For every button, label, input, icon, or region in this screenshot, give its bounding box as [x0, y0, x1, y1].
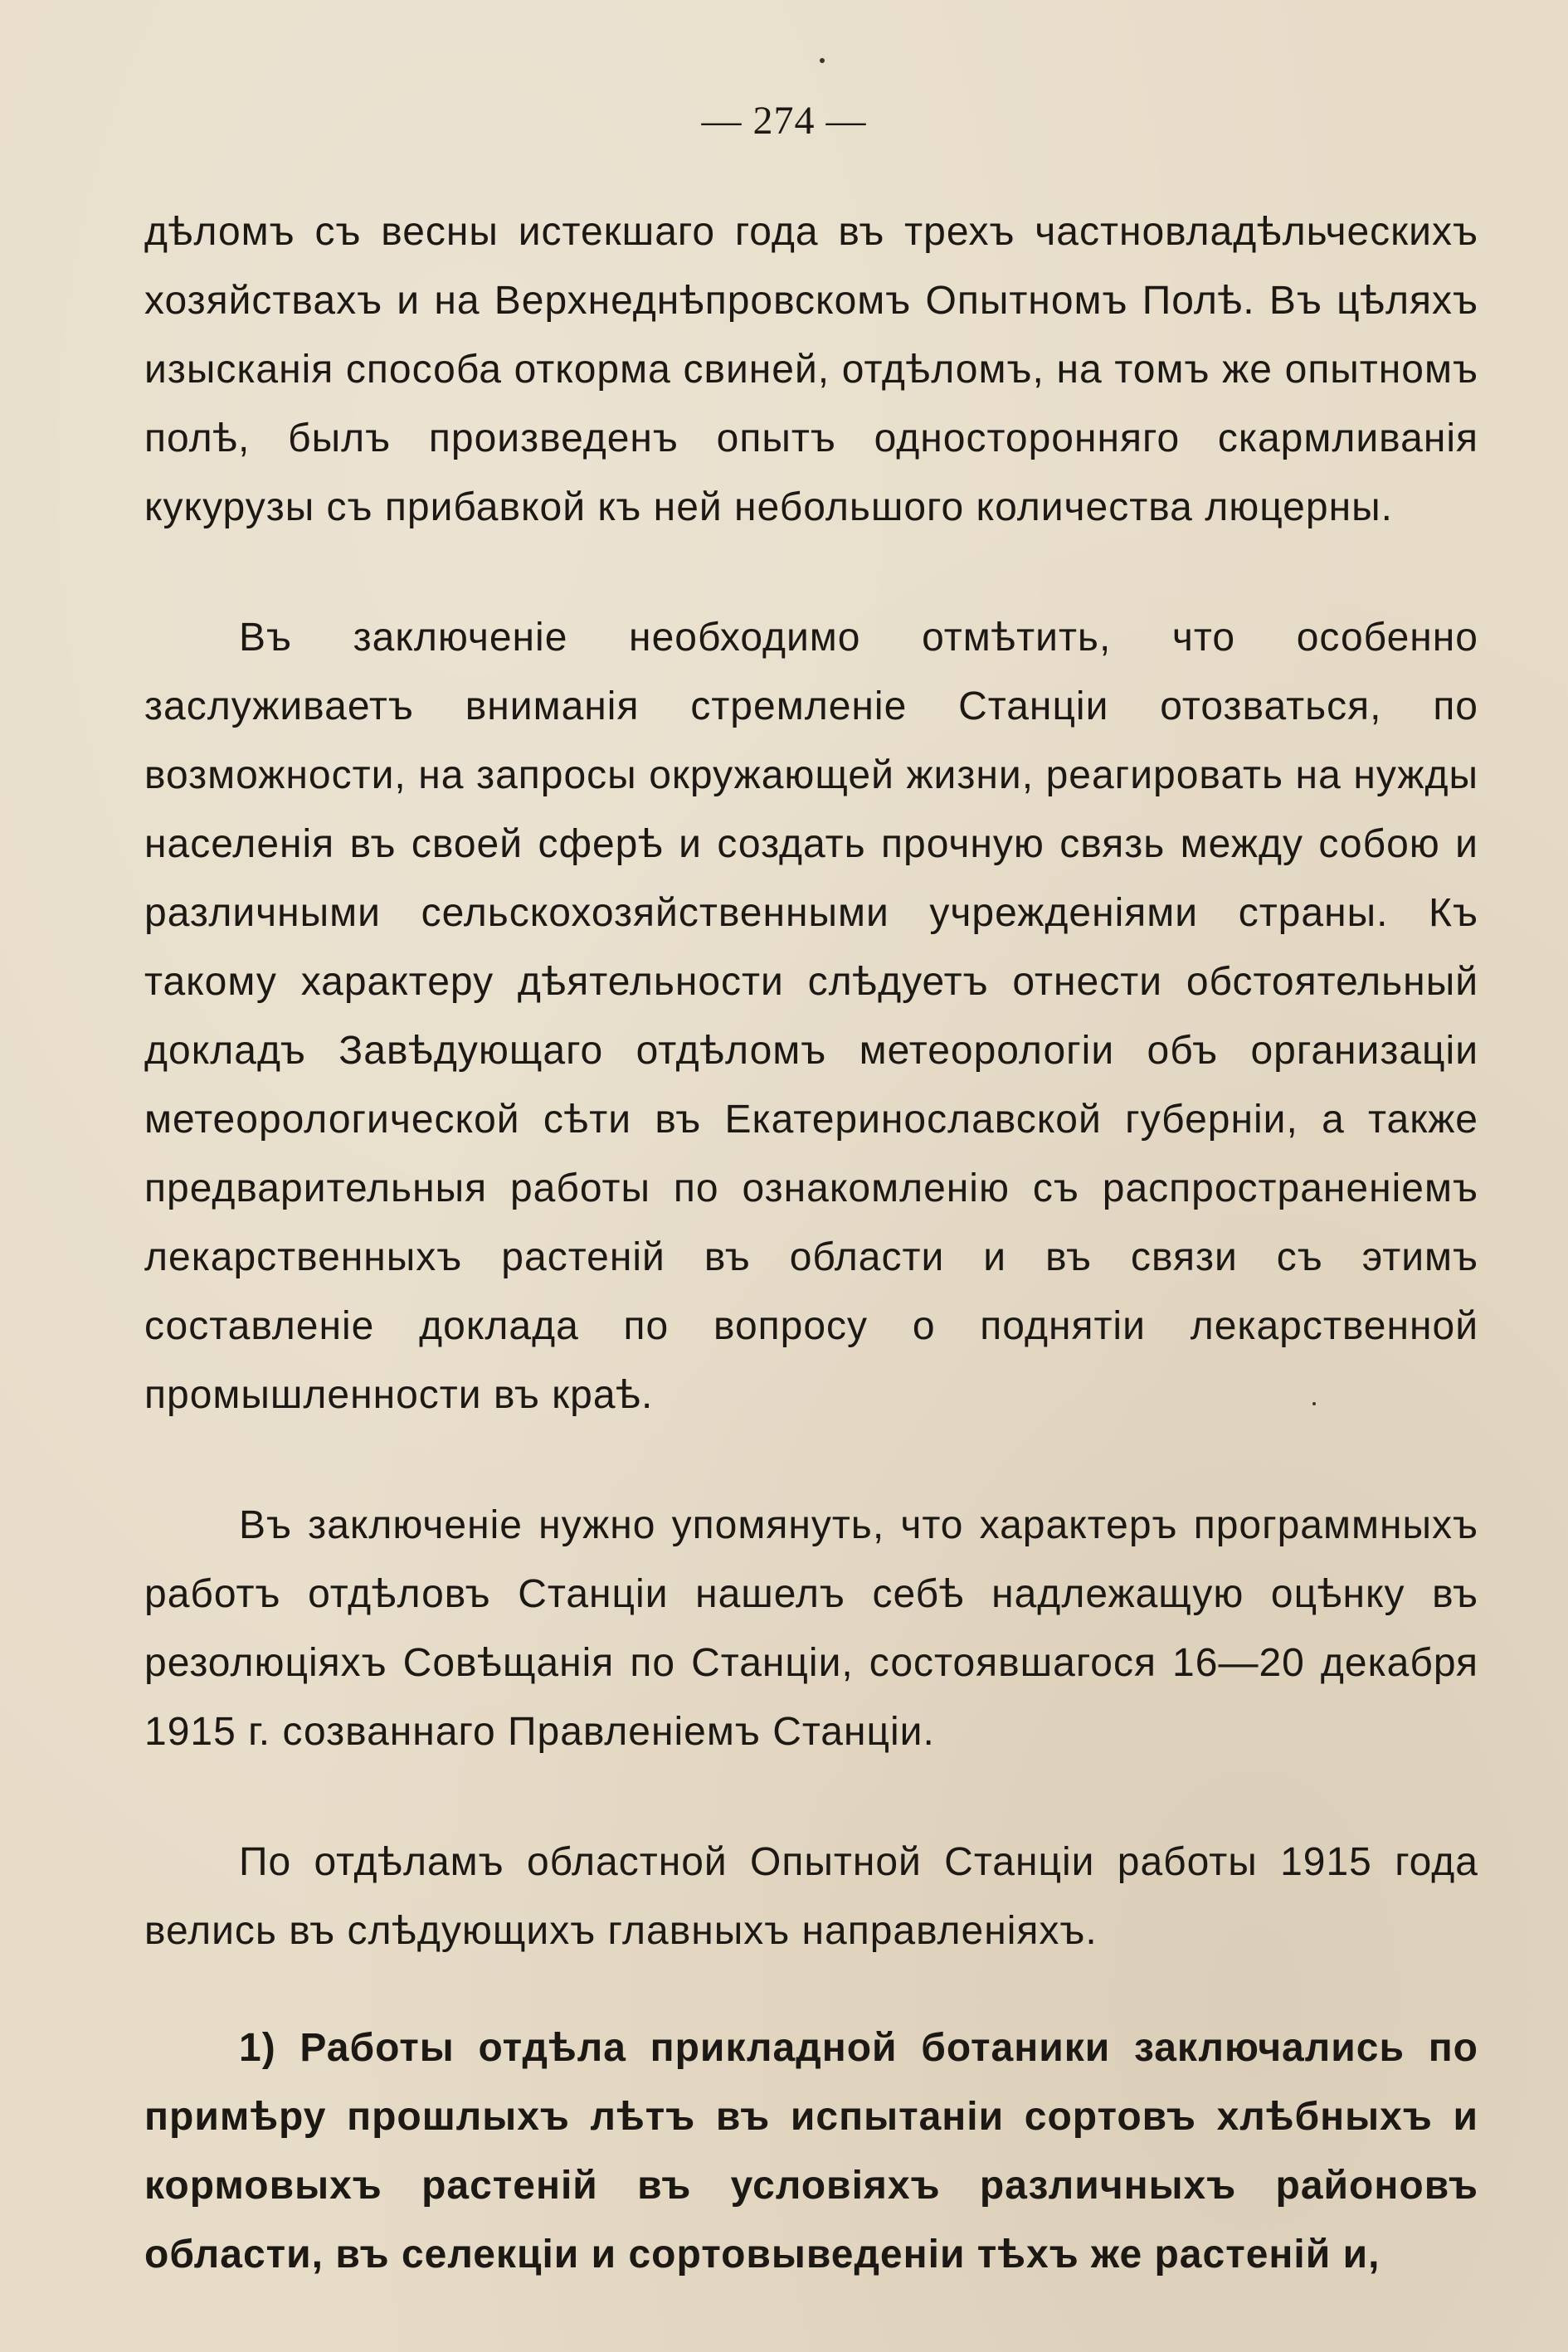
- paragraph-3: Въ заключеніе нужно упомянуть, что характеръ программныхъ работъ отдѣловъ Станціи нашелъ себѣ надлежащую оцѣнку въ резолюціяхъ Совѣщанія по Станціи, состоявшагося 16—20 декабря 1915 г. созваннаго Правленіемъ Станціи.: [144, 1503, 1478, 1754]
- paragraph-4: По отдѣламъ областной Опытной Станціи работы 1915 года велись въ слѣдующихъ главныхъ направленіяхъ.: [144, 1840, 1478, 1953]
- paragraph-gap: [144, 1429, 1478, 1491]
- page-text: [144, 197, 1478, 2289]
- paragraph-1: дѣломъ съ весны истекшаго года въ трехъ частновладѣльческихъ хозяйствахъ и на Верхнеднѣпровскомъ Опытномъ Полѣ. Въ цѣляхъ изысканія способа откорма свиней, отдѣломъ, на томъ же опытномъ полѣ, былъ произведенъ опытъ односторонняго скармливанія кукурузы съ прибавкой къ ней небольшого количества люцерны.: [144, 210, 1478, 529]
- paper-speck: [820, 58, 825, 63]
- page-number: — 274 —: [701, 99, 867, 143]
- paragraph-5: 1) Работы отдѣла прикладной ботаники заключались по примѣру прошлыхъ лѣтъ въ испытаніи сортовъ хлѣбныхъ и кормовыхъ растеній въ условіяхъ различныхъ районовъ области, въ селекціи и сортовыведеніи тѣхъ же растеній и,: [144, 2026, 1478, 2277]
- paper-speck: [1312, 1402, 1316, 1405]
- paragraph-gap: [144, 542, 1478, 603]
- paragraph-2: Въ заключеніе необходимо отмѣтить, что особенно заслуживаетъ вниманія стремленіе Станціи отозваться, по возможности, на запросы окружающей жизни, реагировать на нужды населенія въ своей сферѣ и создать прочную связь между собою и различными сельскохозяйственными учрежденіями страны. Къ такому характеру дѣятельности слѣдуетъ отнести обстоятельный докладъ Завѣдующаго отдѣломъ метеорологіи объ организаціи метеорологической сѣти въ Екатеринославской губерніи, а также предварительныя работы по ознакомленію съ распространеніемъ лекарственныхъ растеній въ области и въ связи съ этимъ составленіе доклада по вопросу о поднятіи лекарственной промышленности въ краѣ.: [144, 616, 1478, 1417]
- paragraph-gap: [144, 1766, 1478, 1828]
- paragraph-gap: [144, 1965, 1478, 2014]
